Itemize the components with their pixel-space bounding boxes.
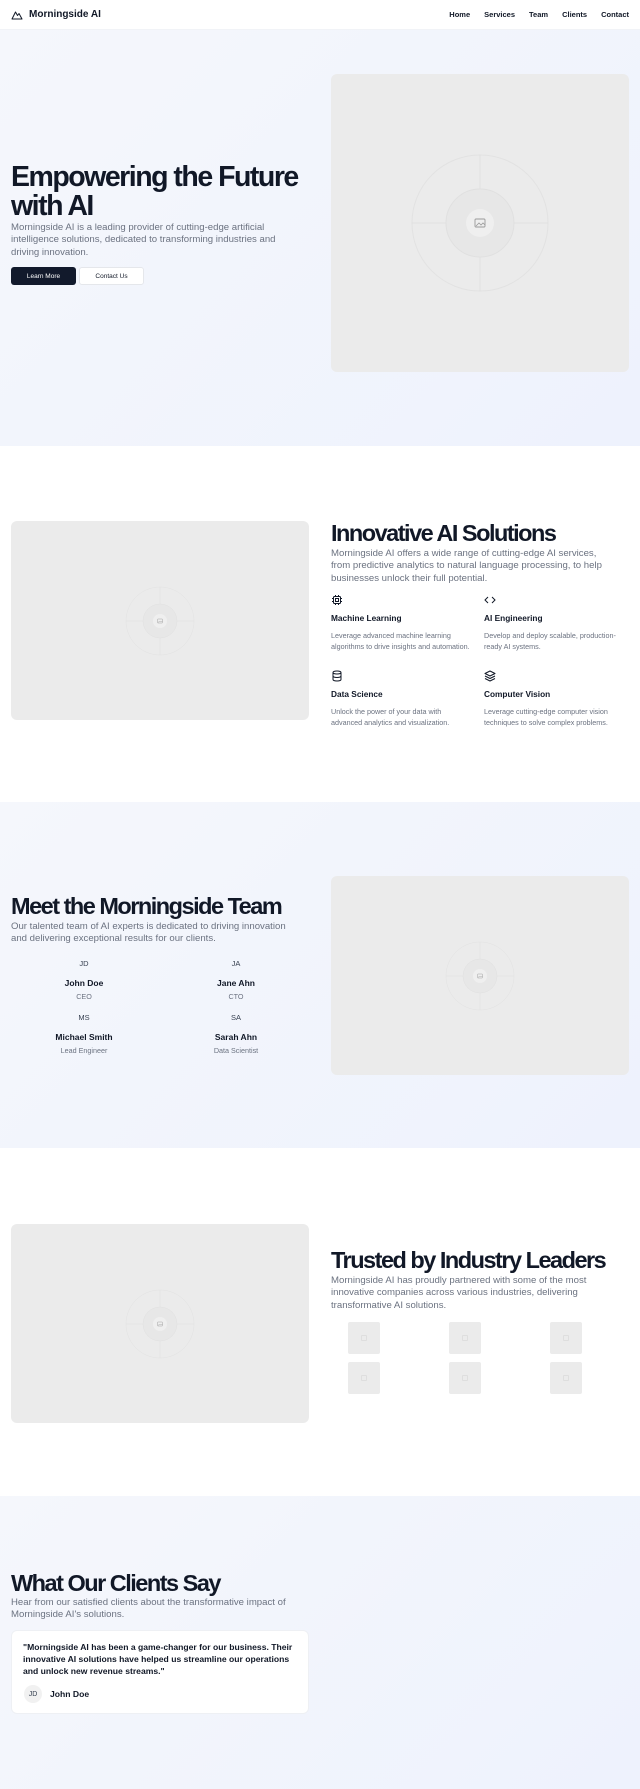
feature-description: Unlock the power of your data with advanced analytics and visualization. bbox=[331, 707, 450, 728]
member-name: Sarah Ahn bbox=[214, 1032, 258, 1042]
clients-section bbox=[0, 1148, 640, 1496]
team-title: Meet the Morningside Team bbox=[11, 893, 282, 919]
testimonial-card bbox=[11, 1630, 309, 1714]
client-logo bbox=[449, 1362, 481, 1394]
code-brackets-icon bbox=[484, 594, 496, 606]
hero-image bbox=[331, 74, 629, 372]
member-role: Lead Engineer bbox=[60, 1046, 108, 1055]
feature-ai-engineering bbox=[484, 594, 629, 652]
avatar: JD bbox=[24, 1685, 42, 1703]
image-placeholder-icon bbox=[445, 941, 515, 1011]
feature-description: Develop and deploy scalable, production-ready AI systems. bbox=[484, 631, 616, 652]
client-logo bbox=[550, 1322, 582, 1354]
image-placeholder-icon bbox=[125, 586, 195, 656]
team-member bbox=[171, 1013, 301, 1055]
clients-title: Trusted by Industry Leaders bbox=[331, 1247, 606, 1273]
brand[interactable] bbox=[11, 9, 101, 21]
feature-description: Leverage cutting-edge computer vision techniques to solve complex problems. bbox=[484, 707, 608, 728]
avatar: JD bbox=[79, 959, 89, 968]
avatar: MS bbox=[78, 1013, 90, 1022]
clients-image bbox=[11, 1224, 309, 1423]
feature-title: Computer Vision bbox=[484, 689, 551, 699]
feature-data-science bbox=[331, 670, 471, 728]
team-member bbox=[19, 1013, 149, 1055]
feature-title: AI Engineering bbox=[484, 613, 543, 623]
main-nav bbox=[449, 10, 629, 19]
testimonial-author: John Doe bbox=[50, 1689, 90, 1699]
nav-home[interactable]: Home bbox=[449, 10, 471, 19]
client-logo bbox=[449, 1322, 481, 1354]
testimonials-section bbox=[0, 1496, 640, 1789]
nav-clients[interactable]: Clients bbox=[562, 10, 588, 19]
nav-services[interactable]: Services bbox=[484, 10, 516, 19]
team-image bbox=[331, 876, 629, 1075]
learn-more-button[interactable]: Learn More bbox=[11, 267, 76, 285]
services-description: Morningside AI offers a wide range of cutting-edge AI services, from predictive analytics to natural language processing, to help businesses unlock their full potential. bbox=[331, 548, 602, 584]
hero-description: Morningside AI is a leading provider of cutting-edge artificial intelligence solutions, dedicated to transforming industries and driving innovation. bbox=[11, 222, 276, 258]
image-placeholder-icon bbox=[125, 1289, 195, 1359]
cpu-chip-icon bbox=[331, 594, 343, 606]
member-name: Michael Smith bbox=[55, 1032, 113, 1042]
team-member bbox=[19, 959, 149, 1001]
testimonial-quote: "Morningside AI has been a game-changer for our business. Their innovative AI solutions have helped us streamline our operations and unlock new revenue streams." bbox=[23, 1642, 293, 1677]
site-header bbox=[0, 0, 640, 30]
services-title: Innovative AI Solutions bbox=[331, 520, 556, 546]
client-logo bbox=[550, 1362, 582, 1394]
avatar: JA bbox=[231, 959, 241, 968]
hero-section bbox=[0, 30, 640, 446]
database-icon bbox=[331, 670, 343, 682]
client-logo bbox=[348, 1362, 380, 1394]
nav-contact[interactable]: Contact bbox=[601, 10, 629, 19]
contact-us-button[interactable]: Contact Us bbox=[79, 267, 144, 285]
avatar: SA bbox=[230, 1013, 241, 1022]
nav-team[interactable]: Team bbox=[529, 10, 549, 19]
team-section bbox=[0, 802, 640, 1148]
image-placeholder-icon bbox=[410, 153, 550, 293]
testimonials-title: What Our Clients Say bbox=[11, 1570, 220, 1596]
hero-title: Empowering the Future with AI bbox=[11, 161, 298, 222]
client-logo bbox=[348, 1322, 380, 1354]
member-role: Data Scientist bbox=[213, 1046, 259, 1055]
team-description: Our talented team of AI experts is dedicated to driving innovation and delivering exceptional results for our clients. bbox=[11, 921, 286, 945]
feature-machine-learning bbox=[331, 594, 471, 652]
services-section bbox=[0, 446, 640, 802]
feature-title: Data Science bbox=[331, 689, 383, 699]
member-role: CEO bbox=[76, 992, 92, 1001]
member-role: CTO bbox=[228, 992, 244, 1001]
brand-name: Morningside AI bbox=[29, 9, 101, 20]
feature-description: Leverage advanced machine learning algorithms to drive insights and automation. bbox=[331, 631, 470, 652]
feature-computer-vision bbox=[484, 670, 629, 728]
mountain-logo-icon bbox=[11, 9, 23, 21]
services-image bbox=[11, 521, 309, 720]
testimonials-description: Hear from our satisfied clients about the transformative impact of Morningside AI's solutions. bbox=[11, 1597, 286, 1621]
clients-description: Morningside AI has proudly partnered with some of the most innovative companies across various industries, delivering transformative AI solutions. bbox=[331, 1275, 587, 1311]
team-member bbox=[171, 959, 301, 1001]
member-name: John Doe bbox=[64, 978, 104, 988]
layers-icon bbox=[484, 670, 496, 682]
member-name: Jane Ahn bbox=[217, 978, 255, 988]
feature-title: Machine Learning bbox=[331, 613, 402, 623]
